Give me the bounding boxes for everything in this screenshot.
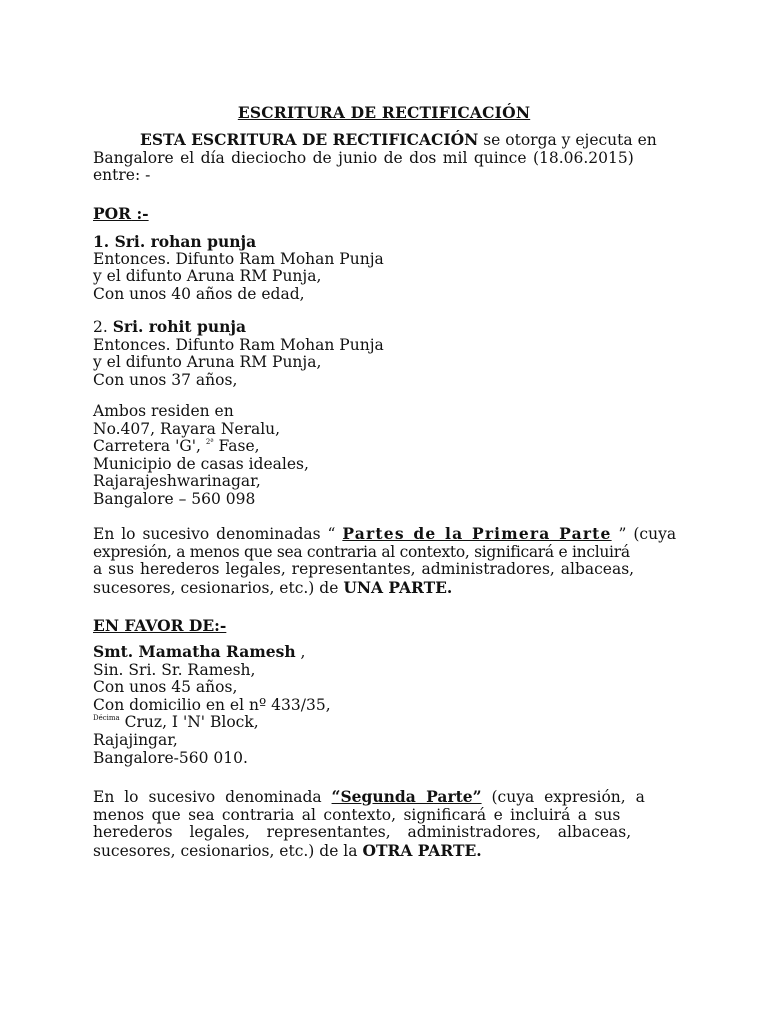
second-party-line-2: menos que sea contraria al contexto, significará e incluirá a sus xyxy=(93,805,621,824)
address-line: Municipio de casas ideales, xyxy=(93,454,309,473)
address-line: No.407, Rayara Neralu, xyxy=(93,419,281,438)
first-party-paragraph xyxy=(93,525,675,597)
first-party-term: Partes de la Primera Parte xyxy=(342,524,612,543)
first-party-l4-text: sucesores, cesionarios, etc.) de xyxy=(93,578,344,597)
first-party-line-1 xyxy=(93,525,675,544)
intro-line-3: entre: - xyxy=(93,166,151,185)
por-suffix: :- xyxy=(131,204,149,223)
party-3-line xyxy=(93,714,675,732)
por-heading xyxy=(93,205,675,224)
first-party-line-4 xyxy=(93,579,675,598)
second-party-post: (cuya expresión, a xyxy=(481,788,645,806)
second-party-l4-text: sucesores, cesionarios, etc.) de la xyxy=(93,841,363,860)
party-2-line: Entonces. Difunto Ram Mohan Punja xyxy=(93,335,384,354)
first-party-line-2: expresión, a menos que sea contraria al contexto, significará e incluirá xyxy=(93,542,630,561)
address-phase: Fase, xyxy=(213,437,260,456)
party-2-line: y el difunto Aruna RM Punja, xyxy=(93,353,322,372)
party-2-name: Sri. rohit punja xyxy=(112,317,247,336)
party-3-line: Rajajingar, xyxy=(93,730,178,749)
por-label: POR xyxy=(93,204,132,223)
party-3-name: Smt. Mamatha Ramesh xyxy=(93,642,296,661)
party-3-line: Bangalore-560 010. xyxy=(93,748,248,767)
second-party-line-4 xyxy=(93,842,675,861)
first-party-line-3: a sus herederos legales, representantes, administradores, albaceas, xyxy=(93,560,635,579)
party-2-number: 2. xyxy=(93,318,113,336)
second-party-line-3: herederos legales, representantes, administradores, albaceas, xyxy=(93,823,632,842)
second-party-term: “Segunda Parte” xyxy=(331,787,482,806)
intro-bold: ESTA ESCRITURA DE RECTIFICACIÓN xyxy=(140,130,479,149)
intro-line-2: Bangalore el día dieciocho de junio de dos mil quince (18.06.2015) xyxy=(93,148,634,167)
intro-rest: se otorga y ejecuta en xyxy=(478,131,657,149)
party-3-name-line xyxy=(93,643,675,662)
party-3-line: Sin. Sri. Sr. Ramesh, xyxy=(93,660,256,679)
party-2-name-line xyxy=(93,318,675,337)
party-1-name: 1. Sri. rohan punja xyxy=(93,232,257,251)
party-1-line: y el difunto Aruna RM Punja, xyxy=(93,267,322,286)
address-road: Carretera 'G', xyxy=(93,437,206,456)
party-3-cross: Cruz, I 'N' Block, xyxy=(119,713,259,732)
address-ordinal: 2ª xyxy=(205,438,214,447)
document-title: ESCRITURA DE RECTIFICACIÓN xyxy=(237,103,531,122)
party-3-line: Con domicilio en el nº 433/35, xyxy=(93,695,331,714)
first-party-pre: En lo sucesivo denominadas “ xyxy=(93,525,343,543)
party-3-name-tail: , xyxy=(295,643,306,661)
second-party-pre: En lo sucesivo denominada xyxy=(93,788,332,806)
party-1-line: Entonces. Difunto Ram Mohan Punja xyxy=(93,249,384,268)
intro-paragraph xyxy=(93,131,675,185)
second-party-otra-parte: OTRA PARTE. xyxy=(362,840,482,860)
party-2-line: Con unos 37 años, xyxy=(93,370,238,389)
first-party-post: ” (cuya xyxy=(611,525,677,543)
intro-line-1 xyxy=(93,131,675,150)
party-3-ordinal: Décima xyxy=(93,714,120,723)
favor-heading: EN FAVOR DE:- xyxy=(93,616,227,635)
second-party-paragraph xyxy=(93,788,675,860)
second-party-line-1 xyxy=(93,788,675,807)
first-party-una-parte: UNA PARTE. xyxy=(343,577,453,597)
address-line: Ambos residen en xyxy=(93,402,234,420)
address-line xyxy=(93,438,675,456)
address-block xyxy=(93,403,675,509)
party-2 xyxy=(93,318,675,389)
address-line: Bangalore – 560 098 xyxy=(93,489,256,508)
party-3 xyxy=(93,643,675,767)
party-1 xyxy=(93,233,675,303)
party-3-line: Con unos 45 años, xyxy=(93,678,238,697)
party-1-line: Con unos 40 años de edad, xyxy=(93,284,305,303)
address-line: Rajarajeshwarinagar, xyxy=(93,472,261,491)
